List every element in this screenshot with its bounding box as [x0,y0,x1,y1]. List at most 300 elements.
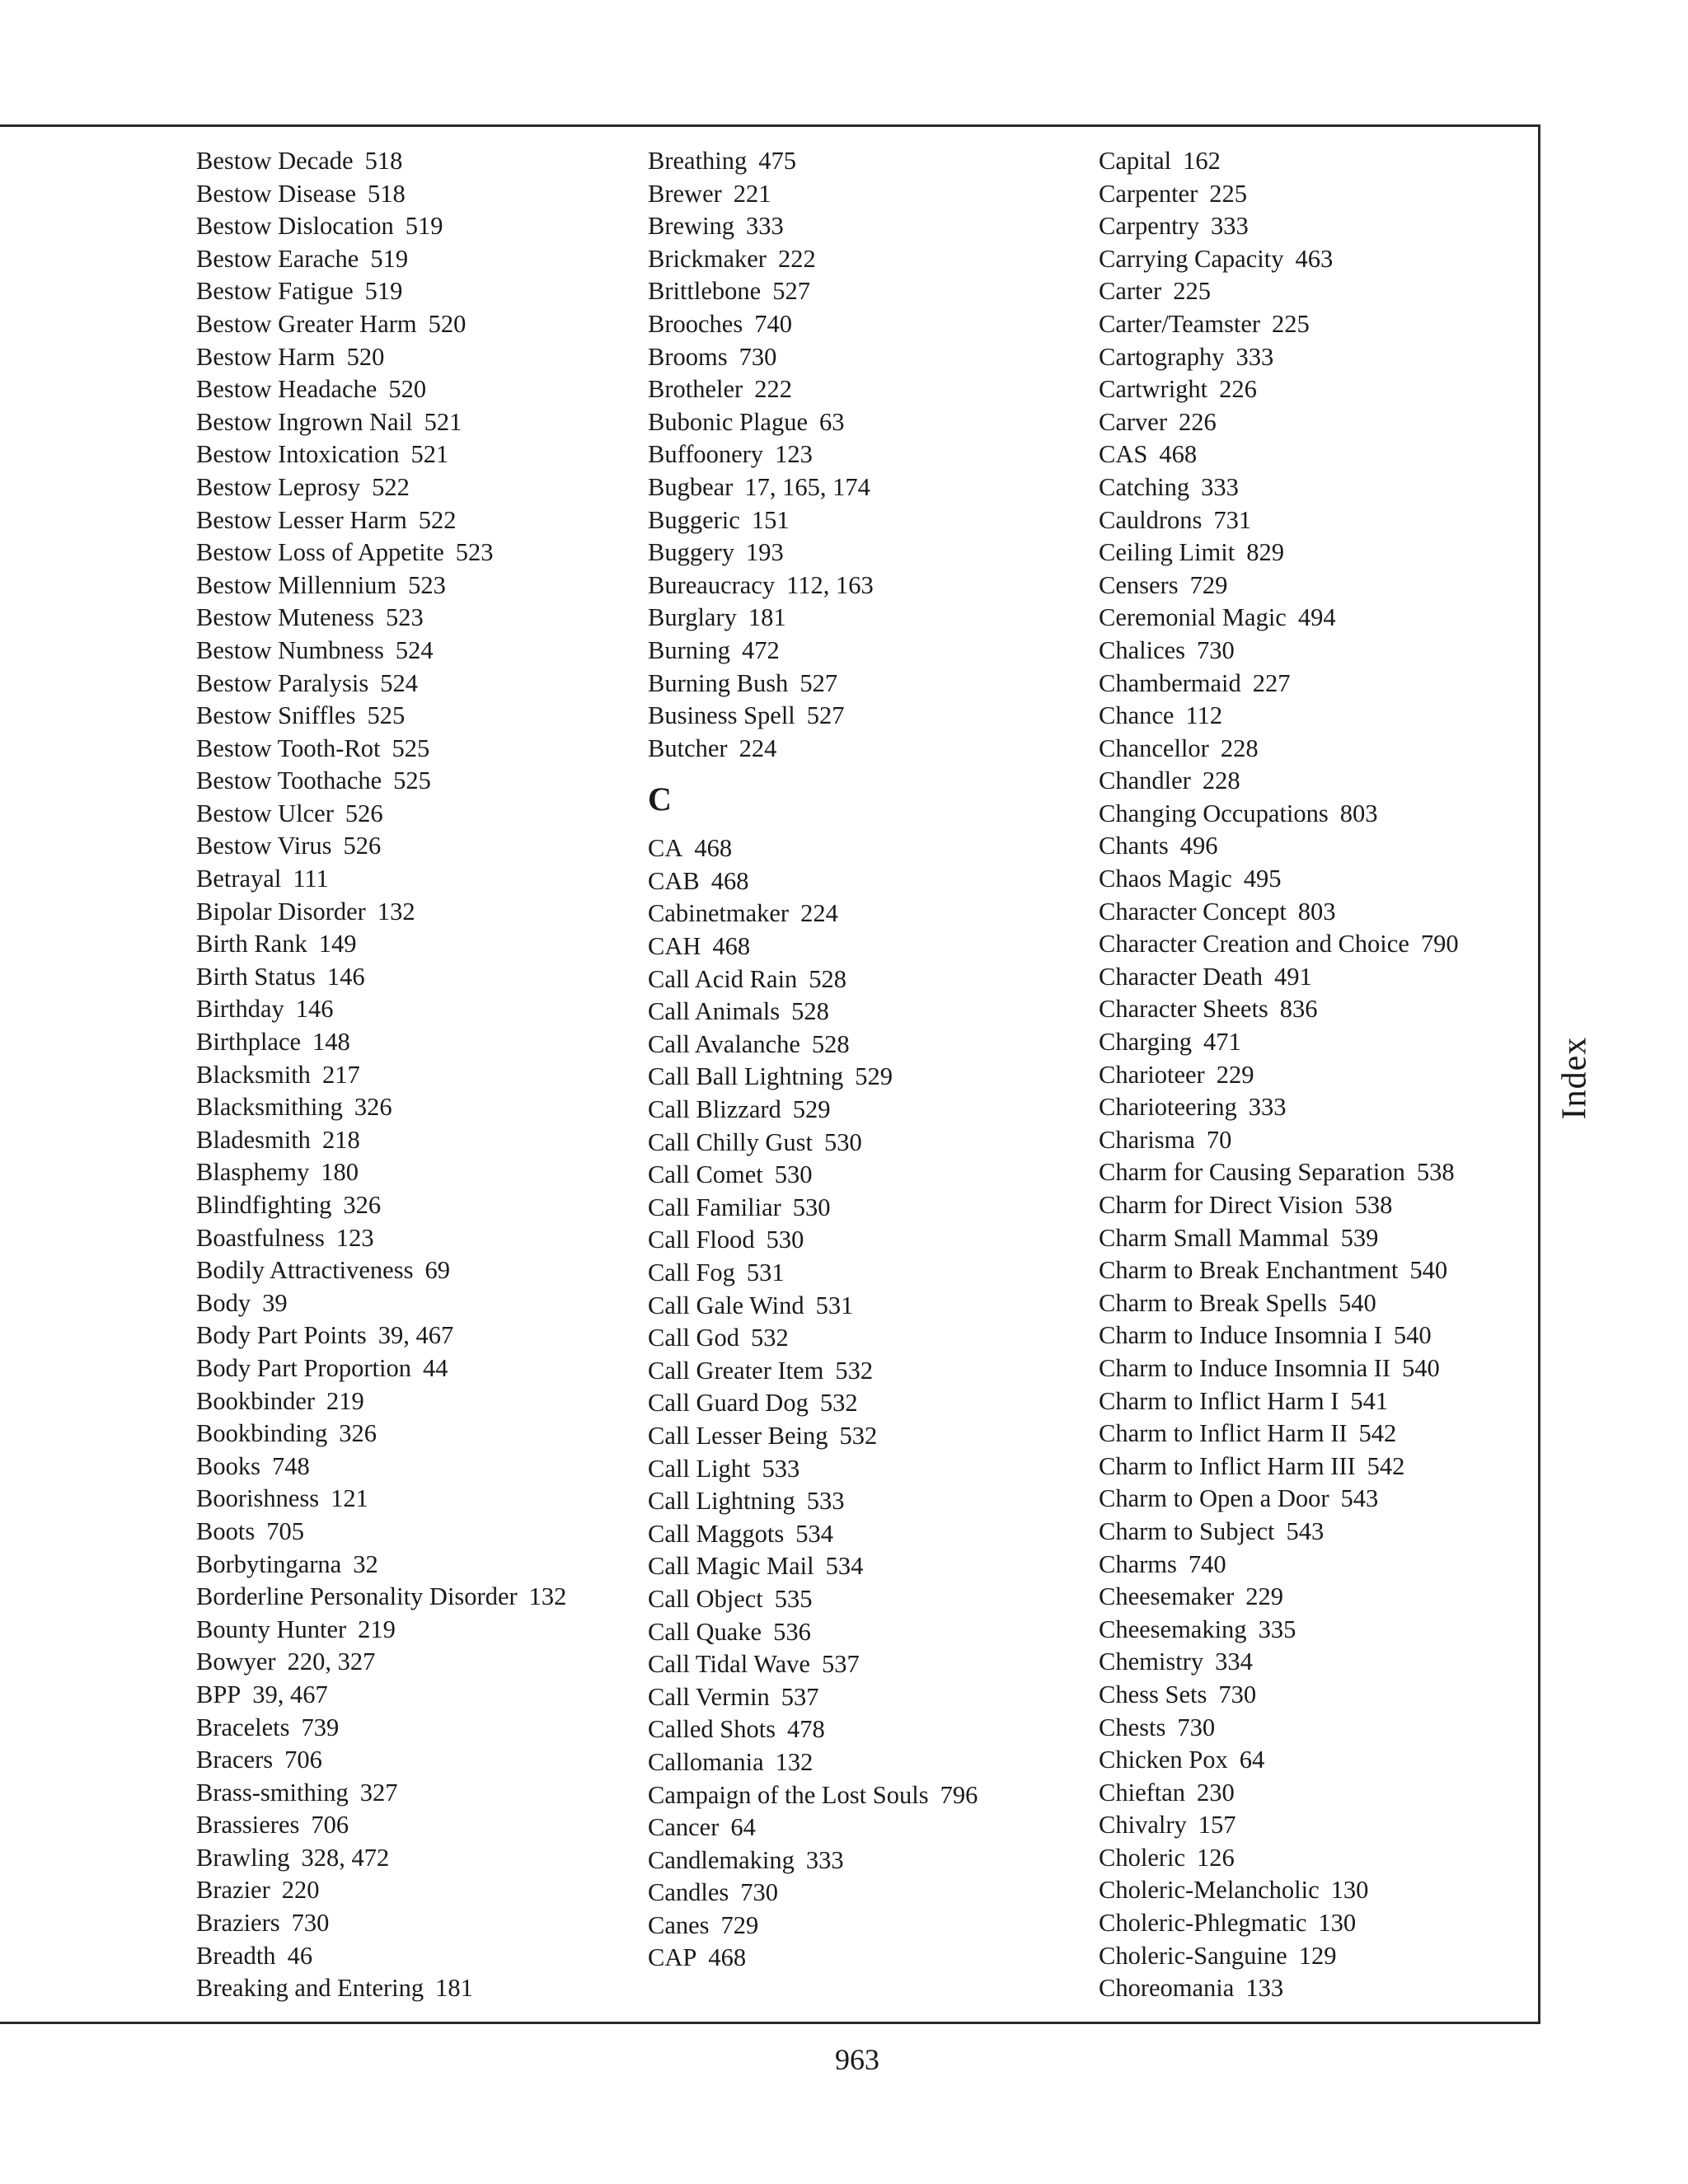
index-page-refs: 146 [295,995,334,1024]
index-entry [1099,1059,1536,1092]
index-term: Charm to Inflict Harm II [1099,1419,1348,1448]
index-term: Bestow Earache [196,244,359,273]
index-entry [196,798,625,831]
index-entry [196,308,625,341]
index-entry [196,1091,625,1124]
index-page-refs: 218 [321,1125,360,1154]
index-page-refs: 518 [367,179,406,208]
index-page-refs: 538 [1416,1158,1455,1187]
index-term: Bureaucracy [648,570,776,599]
index-entry [196,243,625,276]
index-page-refs: 468 [1159,440,1198,469]
index-page-refs: 219 [326,1386,364,1415]
index-page-refs: 193 [746,538,784,567]
index-page-refs: 229 [1216,1060,1254,1089]
index-page-refs: 730 [291,1909,330,1938]
index-page-refs: 181 [435,1974,473,2003]
index-entry [1099,406,1536,439]
index-page-refs: 540 [1393,1321,1432,1350]
index-entry [1099,145,1536,178]
index-entry [648,178,1076,211]
index-entry [1099,830,1536,863]
index-term: Call Magic Mail [648,1552,814,1581]
index-term: Bestow Leprosy [196,472,361,501]
index-page-refs: 522 [418,505,457,534]
index-page-refs: 181 [748,603,786,632]
index-entry [648,1746,1076,1779]
index-entry [196,1026,625,1059]
index-page-refs: 532 [819,1389,858,1418]
index-entry [196,1679,625,1712]
index-term: Breathing [648,147,748,175]
index-term: Brotheler [648,375,743,404]
index-page-refs: 123 [335,1223,374,1252]
index-term: Carver [1099,407,1167,436]
index-entry [196,1059,625,1092]
index-page-refs: 532 [839,1421,878,1450]
index-entry [1099,1352,1536,1385]
index-page-refs: 533 [762,1454,800,1483]
index-entry [196,1777,625,1810]
index-entry [1099,896,1536,929]
index-term: Cancer [648,1813,720,1842]
index-entry [648,996,1076,1029]
index-page-refs: 222 [777,244,816,273]
index-term: Character Creation and Choice [1099,930,1409,958]
index-page-refs: 540 [1339,1288,1376,1317]
index-page-refs: 531 [746,1258,785,1286]
index-entry [648,1290,1076,1323]
index-entry [648,1518,1076,1551]
index-entry [1099,1418,1536,1451]
index-page-refs: 528 [791,997,829,1026]
index-page-refs: 522 [372,472,410,501]
index-term: Call Tidal Wave [648,1650,810,1679]
index-entry [196,569,625,602]
index-page-refs: 333 [1248,1093,1287,1122]
index-entry [648,930,1076,963]
index-term: Call Fog [648,1258,735,1286]
index-term: Bestow Muteness [196,603,375,632]
index-page-refs: 221 [733,179,771,208]
index-page-refs: 39, 467 [377,1321,454,1350]
section-letter-heading: C [648,780,672,818]
index-page-refs: 537 [781,1682,819,1711]
index-term: Call Vermin [648,1682,770,1711]
index-page-refs: 46 [287,1941,313,1970]
index-page-refs: 543 [1286,1516,1325,1545]
index-entry [196,1385,625,1418]
index-term: Charm to Break Spells [1099,1288,1328,1317]
index-page-refs: 130 [1330,1876,1369,1905]
index-entry [1099,863,1536,896]
index-page-refs: 491 [1273,962,1312,991]
index-page-refs: 532 [835,1356,874,1385]
index-entry [196,896,625,929]
index-page-refs: 523 [386,603,424,632]
index-page-refs: 111 [293,865,329,893]
index-page-refs: 527 [772,277,810,306]
index-entry [1099,1287,1536,1320]
index-term: Bestow Lesser Harm [196,505,407,534]
index-term: Call Ball Lightning [648,1062,844,1091]
index-entry [196,1287,625,1320]
index-term: Bookbinder [196,1386,316,1415]
index-term: Carpenter [1099,179,1198,208]
index-term: Chance [1099,701,1175,730]
index-page-refs: 335 [1258,1615,1296,1643]
index-page-refs: 731 [1213,505,1252,534]
index-entry [196,1418,625,1451]
index-page-refs: 70 [1206,1125,1232,1154]
index-page-refs: 180 [321,1158,359,1187]
index-page-refs: 739 [301,1713,340,1741]
index-term: Character Death [1099,962,1263,991]
index-entry [1099,1744,1536,1777]
index-page-refs: 519 [364,277,403,306]
index-entry [648,1029,1076,1062]
index-page-refs: 520 [428,309,467,338]
index-term: Character Sheets [1099,995,1268,1024]
index-page-refs: 225 [1272,309,1310,338]
index-entry [648,635,1076,668]
index-page-refs: 219 [358,1615,396,1643]
index-page-refs: 157 [1198,1811,1236,1840]
index-entry [196,765,625,798]
index-term: Body [196,1288,251,1317]
index-page-refs: 64 [730,1813,756,1842]
index-term: Carter/Teamster [1099,309,1261,338]
index-entry [1099,1972,1536,2005]
index-entry [1099,1319,1536,1352]
index-page-refs: 63 [819,407,845,436]
index-term: CAP [648,1943,697,1972]
index-page-refs: 730 [740,1878,779,1907]
index-page-refs: 730 [738,342,777,371]
index-entry [1099,1385,1536,1418]
index-entry [196,1646,625,1679]
index-page-refs: 521 [424,407,462,436]
index-term: CAB [648,866,700,895]
index-term: Blacksmith [196,1060,311,1089]
index-page-refs: 132 [377,897,415,926]
index-entry [648,1453,1076,1486]
index-entry [1099,1614,1536,1647]
index-entry [196,406,625,439]
index-page-refs: 526 [345,799,383,827]
index-entry [1099,471,1536,504]
index-term: Charioteer [1099,1060,1205,1089]
index-entry [196,830,625,863]
index-term: Birth Rank [196,930,307,958]
index-entry [648,1485,1076,1518]
index-term: Choleric-Melancholic [1099,1876,1320,1905]
index-entry [648,504,1076,537]
index-entry [648,1648,1076,1681]
index-term: Bestow Dislocation [196,212,394,241]
index-side-tab [1550,1029,1599,1127]
index-entry [196,1907,625,1940]
index-entry [196,210,625,243]
index-term: Blindfighting [196,1191,332,1219]
index-entry [1099,1777,1536,1810]
index-page-refs: 530 [766,1226,804,1254]
index-page-refs: 326 [343,1191,382,1219]
index-term: Call Gale Wind [648,1291,804,1319]
index-entry [196,928,625,961]
index-entry [196,1254,625,1287]
index-page-refs: 148 [312,1028,350,1057]
index-page-refs: 228 [1220,733,1259,762]
index-page-refs: 333 [1210,212,1249,241]
index-term: Chess Sets [1099,1680,1207,1708]
index-page-refs: 472 [741,635,780,664]
index-entry [196,373,625,406]
index-term: Call Comet [648,1160,763,1189]
index-page-refs: 333 [746,212,784,241]
index-term: Chambermaid [1099,668,1241,697]
index-term: Charm Small Mammal [1099,1223,1329,1252]
index-page-refs: 537 [821,1650,860,1679]
index-term: Charm for Direct Vision [1099,1191,1343,1219]
index-entry [648,1420,1076,1453]
index-page-refs: 524 [380,668,419,697]
index-entry [648,733,1076,766]
index-page-refs: 494 [1297,603,1336,632]
index-page-refs: 495 [1243,865,1282,893]
index-page-refs: 541 [1350,1386,1389,1415]
index-page-refs: 530 [774,1160,813,1189]
index-entry [1099,993,1536,1026]
index-page-refs: 32 [353,1549,378,1578]
index-page-refs: 540 [1402,1353,1440,1382]
index-entry [1099,1026,1536,1059]
index-page-refs: 112 [1185,701,1223,730]
index-term: Bestow Virus [196,832,332,860]
index-page-refs: 520 [346,342,385,371]
index-entry [196,1549,625,1582]
index-term: Call Object [648,1584,763,1613]
index-term: Body Part Proportion [196,1353,411,1382]
index-term: Bipolar Disorder [196,897,366,926]
index-entry [1099,1156,1536,1189]
index-entry [196,1842,625,1875]
index-term: Choleric-Phlegmatic [1099,1909,1307,1938]
index-page-refs: 535 [774,1584,813,1613]
index-page-refs: 224 [800,899,838,928]
index-entry [196,961,625,994]
index-entry [648,1257,1076,1290]
index-term: Cheesemaking [1099,1615,1247,1643]
index-page-refs: 796 [940,1780,978,1809]
index-term: Carrying Capacity [1099,244,1284,273]
index-page-refs: 17, 165, 174 [744,472,870,501]
index-entry [1099,373,1536,406]
index-term: Braziers [196,1909,280,1938]
index-term: Chandler [1099,766,1191,795]
index-entry [196,1319,625,1352]
index-page-refs: 836 [1279,995,1318,1024]
index-term: Bestow Toothache [196,766,382,795]
index-term: BPP [196,1680,241,1708]
index-entry [196,1712,625,1745]
index-page-refs: 149 [318,930,357,958]
index-column-1 [196,145,625,2005]
index-term: Choleric [1099,1843,1186,1872]
index-entry [648,569,1076,602]
index-entry [196,1940,625,1973]
index-term: Call Flood [648,1226,755,1254]
index-entry [1099,700,1536,733]
index-term: Charioteering [1099,1093,1237,1122]
index-page-refs: 521 [410,440,449,469]
index-page-refs: 328, 472 [301,1843,390,1872]
index-entry [196,993,625,1026]
index-page-refs: 64 [1239,1746,1265,1774]
index-term: Chicken Pox [1099,1746,1228,1774]
index-page-refs: 468 [694,834,733,863]
index-page-refs: 121 [331,1484,368,1513]
index-term: Betrayal [196,865,282,893]
index-term: Bestow Decade [196,147,354,175]
index-page-refs: 129 [1298,1941,1337,1970]
index-page-refs: 468 [710,866,749,895]
index-entry [1099,308,1536,341]
index-entry [196,341,625,374]
index-page-refs: 39, 467 [252,1680,328,1708]
index-term: Boorishness [196,1484,320,1513]
index-side-tab-label: Index [1555,1036,1594,1120]
index-entry [196,863,625,896]
index-term: Bestow Ingrown Nail [196,407,413,436]
index-page-refs: 529 [855,1062,893,1091]
index-term: Bestow Greater Harm [196,309,417,338]
index-term: CA [648,834,683,863]
index-page-refs: 520 [388,375,427,404]
index-entry [648,865,1076,898]
index-term: Candles [648,1878,729,1907]
index-page-refs: 475 [758,147,797,175]
index-entry [648,602,1076,635]
index-term: Brewing [648,212,735,241]
index-page-refs: 44 [422,1353,448,1382]
index-term: Bowyer [196,1647,276,1676]
index-entry [1099,928,1536,961]
index-page-refs: 729 [1189,570,1228,599]
index-page-refs: 525 [367,701,406,730]
index-page-refs: 534 [825,1552,864,1581]
index-term: Charisma [1099,1125,1195,1154]
index-term: Boastfulness [196,1223,325,1252]
index-term: Choreomania [1099,1974,1235,2003]
index-page-refs: 222 [754,375,792,404]
index-term: Charm for Causing Separation [1099,1158,1405,1187]
index-term: Burning Bush [648,668,789,697]
index-term: Brooms [648,342,728,371]
index-term: Bestow Harm [196,342,335,371]
index-term: Burning [648,635,730,664]
index-entry [648,700,1076,733]
index-term: Call Guard Dog [648,1389,809,1418]
index-page-refs: 334 [1215,1647,1253,1676]
index-term: Candlemaking [648,1845,795,1874]
index-term: Call Familiar [648,1193,781,1221]
index-page-refs: 123 [775,440,813,469]
index-entry [1099,1483,1536,1516]
index-page-refs: 529 [792,1095,831,1124]
index-entry [196,1874,625,1907]
index-term: Censers [1099,570,1179,599]
index-entry [648,471,1076,504]
index-entry [1099,1874,1536,1907]
index-page-refs: 326 [354,1093,392,1122]
index-term: Chemistry [1099,1647,1204,1676]
index-term: Call God [648,1324,739,1352]
index-page-refs: 729 [720,1910,759,1939]
index-page-refs: 748 [271,1451,310,1480]
index-entry [196,602,625,635]
index-term: Cheesemaker [1099,1582,1235,1611]
index-page-refs: 803 [1297,897,1336,926]
index-page-refs: 226 [1219,375,1257,404]
index-column-3 [1099,145,1536,2005]
index-page-refs: 803 [1339,799,1378,827]
index-page-refs: 217 [321,1060,360,1089]
index-term: Brass-smithing [196,1778,349,1807]
index-entry [648,1844,1076,1877]
index-entry [648,145,1076,178]
index-page-refs: 478 [787,1715,825,1744]
index-page-refs: 468 [708,1943,747,1972]
index-entry [196,1124,625,1157]
index-page-refs: 146 [326,962,365,991]
index-term: Bestow Intoxication [196,440,400,469]
index-page-refs: 518 [364,147,403,175]
index-term: Brittlebone [648,277,762,306]
index-page-refs: 229 [1245,1582,1284,1611]
index-term: Cartography [1099,342,1225,371]
index-page-refs: 705 [266,1516,304,1545]
index-entry [196,1156,625,1189]
index-term: Capital [1099,147,1172,175]
index-entry [648,898,1076,930]
index-page-refs: 536 [773,1617,811,1646]
index-page-refs: 126 [1197,1843,1235,1872]
index-term: CAH [648,932,701,961]
index-term: Call Blizzard [648,1095,781,1124]
index-term: Bounty Hunter [196,1615,347,1643]
index-entry [648,406,1076,439]
index-page-refs: 132 [775,1747,814,1776]
index-term: Chants [1099,832,1169,860]
index-entry [196,1189,625,1222]
index-term: Bladesmith [196,1125,311,1154]
index-term: Charm to Open a Door [1099,1484,1329,1513]
index-entry [648,832,1076,865]
index-entry [1099,537,1536,569]
index-entry [1099,1254,1536,1287]
index-page-refs: 525 [393,766,431,795]
index-entry [196,275,625,308]
index-entry [1099,504,1536,537]
index-page-refs: 534 [795,1519,833,1548]
index-term: Cabinetmaker [648,899,790,928]
index-entry [648,1061,1076,1094]
index-entry [648,537,1076,569]
index-page-refs: 542 [1367,1451,1405,1480]
index-page-refs: 228 [1202,766,1240,795]
index-entry [1099,961,1536,994]
